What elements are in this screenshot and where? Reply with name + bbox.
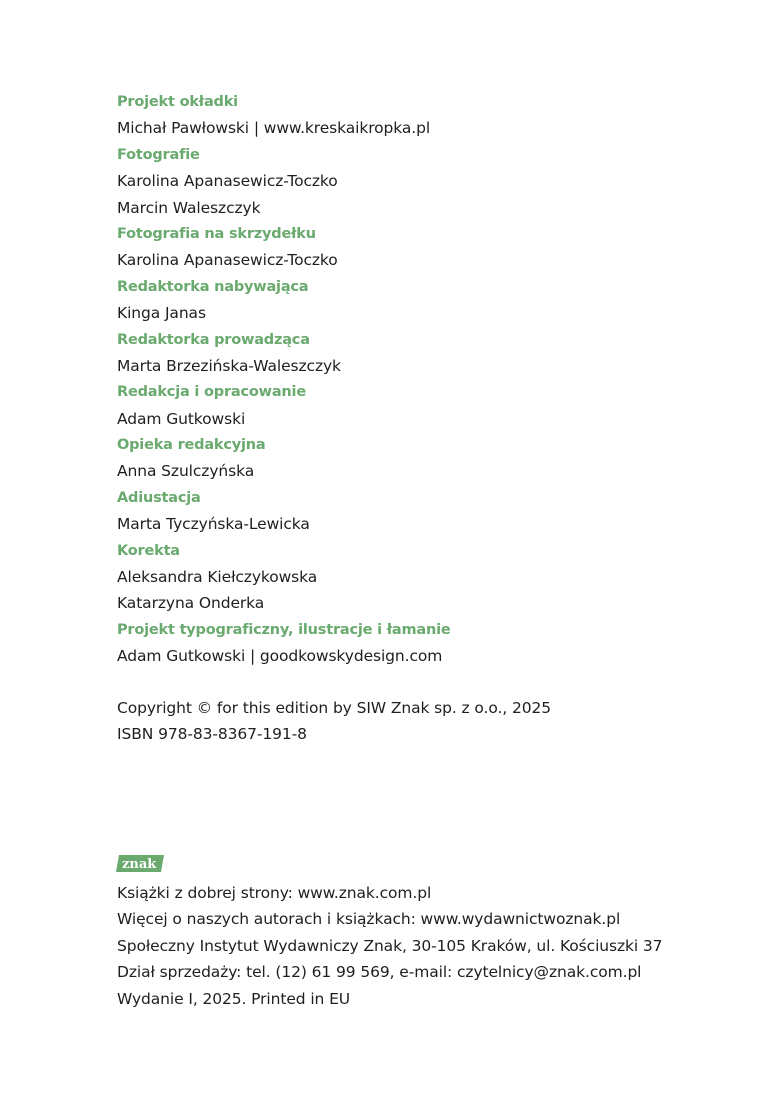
publisher-info [117, 880, 747, 1012]
credit-role: Redaktorka nabywająca [117, 278, 309, 295]
credit-name: Michał Pawłowski | www.kreskaikropka.pl [117, 119, 431, 138]
credit-name: Marcin Waleszczyk [117, 198, 261, 217]
credit-role: Redaktorka prowadząca [117, 331, 310, 348]
credit-role: Redakcja i opracowanie [117, 384, 306, 401]
publisher-line: Więcej o naszych autorach i książkach: www.wydawnictwoznak.pl [117, 910, 621, 929]
credit-name: Karolina Apanasewicz-Toczko [117, 251, 338, 270]
credit-role: Opieka redakcyjna [117, 437, 266, 454]
credit-role: Projekt typograficzny, ilustracje i łamanie [117, 621, 451, 638]
credit-role: Projekt okładki [117, 94, 238, 110]
copyright-block [117, 695, 737, 748]
credit-name: Kinga Janas [117, 304, 206, 323]
credit-role: Adiustacja [117, 489, 201, 506]
logo-text: znak [122, 857, 157, 872]
credit-name: Adam Gutkowski [117, 409, 246, 428]
znak-logo [116, 855, 164, 872]
credit-name: Katarzyna Onderka [117, 594, 265, 613]
publisher-line: Wydanie I, 2025. Printed in EU [117, 989, 351, 1008]
publisher-line: Dział sprzedaży: tel. (12) 61 99 569, e-mail: czytelnicy@znak.com.pl [117, 963, 642, 982]
credit-name: Karolina Apanasewicz-Toczko [117, 172, 338, 191]
credits-list [117, 89, 737, 670]
publisher-line: Społeczny Instytut Wydawniczy Znak, 30-105 Kraków, ul. Kościuszki 37 [117, 936, 663, 955]
credit-name: Adam Gutkowski | goodkowskydesign.com [117, 647, 443, 666]
credit-role: Korekta [117, 542, 180, 559]
credit-role: Fotografia na skrzydełku [117, 225, 316, 242]
credit-name: Aleksandra Kiełczykowska [117, 568, 318, 587]
credit-name: Marta Brzezińska-Waleszczyk [117, 356, 341, 375]
credit-role: Fotografie [117, 146, 200, 163]
copyright-line: Copyright © for this edition by SIW Znak sp. z o.o., 2025 [117, 699, 551, 717]
credit-name: Anna Szulczyńska [117, 462, 255, 481]
isbn-line: ISBN 978-83-8367-191-8 [117, 725, 307, 744]
credit-name: Marta Tyczyńska-Lewicka [117, 515, 310, 534]
publisher-line: Książki z dobrej strony: www.znak.com.pl [117, 884, 432, 902]
